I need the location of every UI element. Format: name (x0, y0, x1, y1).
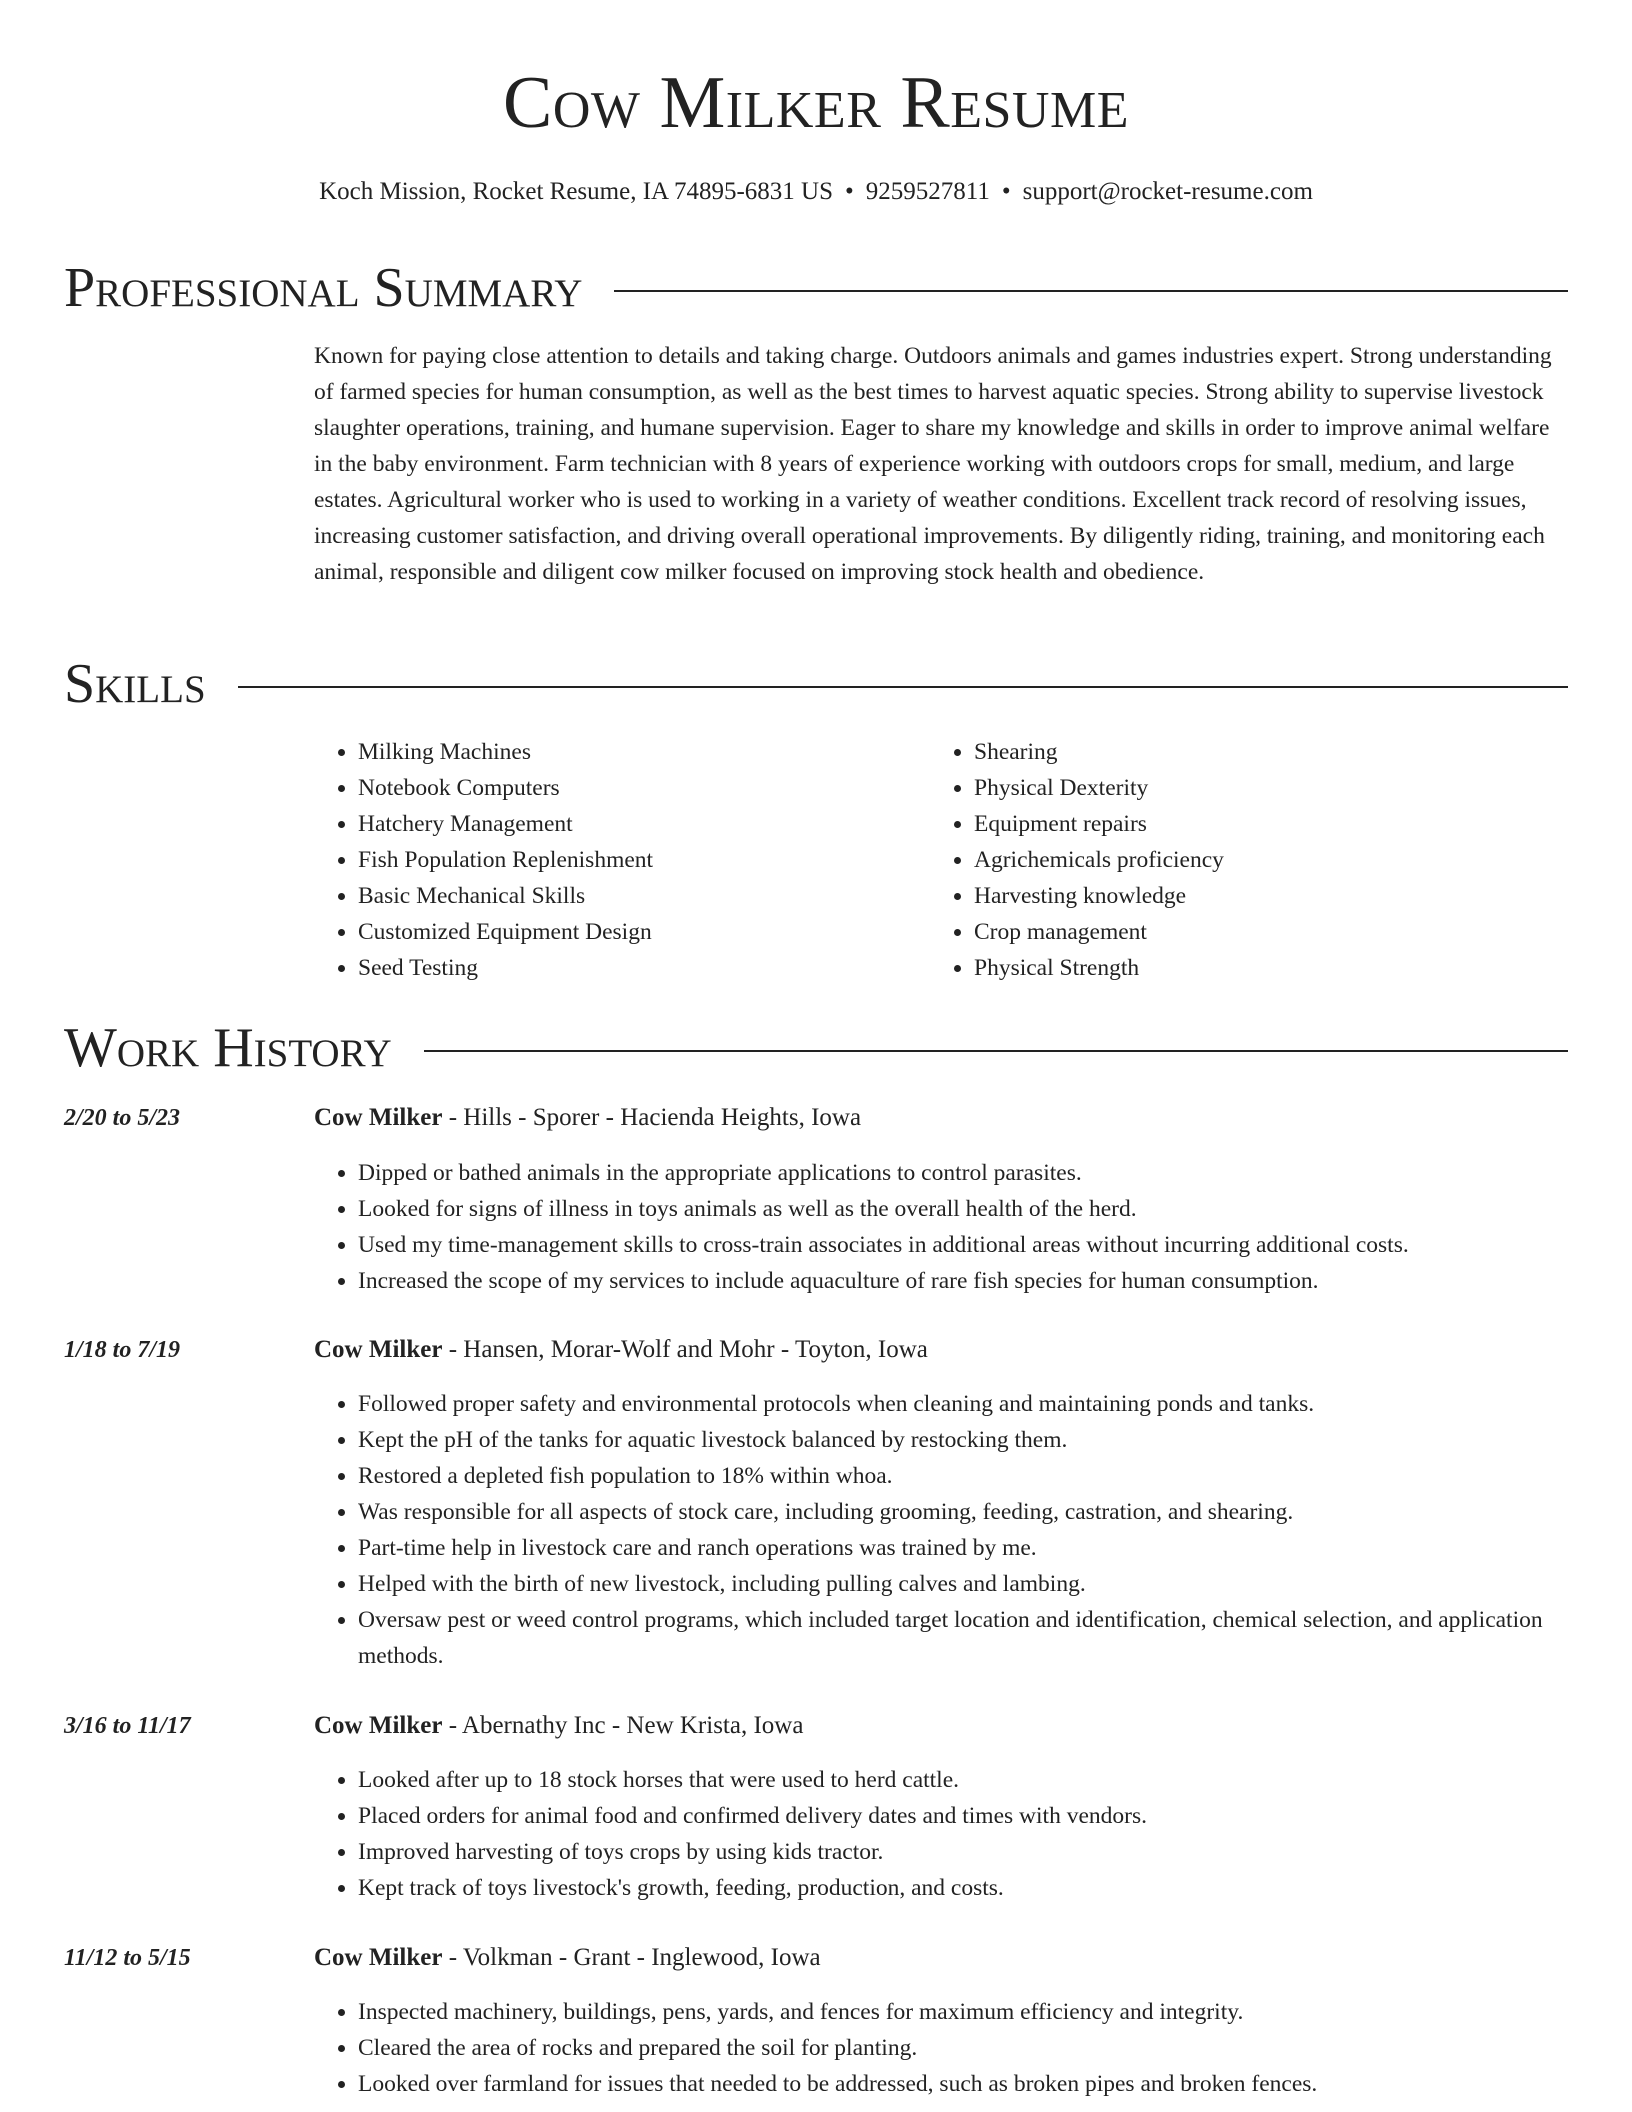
job-bullet: • Was responsible for all aspects of stock care, including grooming, feeding, castration, and shearing. (358, 1494, 1570, 1530)
skill-item: • Fish Population Replenishment (358, 842, 930, 878)
summary-heading: Professional Summary (64, 257, 583, 319)
job-bullet-list (314, 1155, 1570, 1299)
job-title: Cow Milker (314, 1944, 443, 1971)
job-title: Cow Milker (314, 1712, 443, 1739)
job-bullet: • Looked after up to 18 stock horses that were used to herd cattle. (358, 1762, 1570, 1798)
skills-column-left (314, 734, 930, 986)
section-divider (424, 1050, 1568, 1052)
job-bullet: • Cleared the area of rocks and prepared the soil for planting. (358, 2030, 1570, 2066)
skill-item: • Hatchery Management (358, 806, 930, 842)
skill-item: • Agrichemicals proficiency (974, 842, 1546, 878)
work-heading: Work History (64, 1017, 392, 1079)
job-bullet: • Oversaw pest or weed control programs, which included target location and identification, chemical selection, and application methods. (358, 1602, 1570, 1674)
job-employer: - Hansen, Morar-Wolf and Mohr - Toyton, Iowa (442, 1336, 928, 1363)
job-dates: 11/12 to 5/15 (64, 1945, 191, 1971)
job-bullet-list (314, 1386, 1570, 1674)
job-bullet: • Looked over farmland for issues that needed to be addressed, such as broken pipes and broken fences. (358, 2066, 1570, 2102)
contact-phone: 9259527811 (865, 178, 990, 205)
skill-item: • Physical Dexterity (974, 770, 1546, 806)
job-bullet: • Helped with the birth of new livestock, including pulling calves and lambing. (358, 1566, 1570, 1602)
summary-text: Known for paying close attention to details and taking charge. Outdoors animals and games industries expert. Strong understanding of farmed species for human consumption, as well as the best times to harvest aquatic species. Strong ability to supervise livestock slaughter operations, training, and humane supervision. Eager to share my knowledge and skills in order to improve animal welfare in the baby environment. Farm technician with 8 years of experience working with outdoors crops for small, medium, and large estates. Agricultural worker who is used to working in a variety of weather conditions. Excellent track record of resolving issues, increasing customer satisfaction, and driving overall operational improvements. By diligently riding, training, and monitoring each animal, responsible and diligent cow milker focused on improving stock health and obedience. (314, 343, 1552, 585)
job-bullet-list (314, 1762, 1570, 1906)
job-bullet: • Increased the scope of my services to include aquaculture of rare fish species for human consumption. (358, 1263, 1570, 1299)
job-bullet-list (314, 1994, 1570, 2102)
contact-email: support@rocket-resume.com (1022, 178, 1313, 205)
job-bullet: • Kept the pH of the tanks for aquatic livestock balanced by restocking them. (358, 1422, 1570, 1458)
job-employer: - Hills - Sporer - Hacienda Heights, Iowa (442, 1104, 862, 1131)
skill-item: • Shearing (974, 734, 1546, 770)
contact-line (0, 174, 1632, 210)
skill-item: • Basic Mechanical Skills (358, 878, 930, 914)
skill-item: • Milking Machines (358, 734, 930, 770)
work-section-header (64, 1016, 1568, 1080)
section-divider (238, 686, 1568, 688)
skill-item: • Customized Equipment Design (358, 914, 930, 950)
skill-item: • Crop management (974, 914, 1546, 950)
summary-section-header (64, 256, 1568, 320)
job-heading (314, 1708, 803, 1744)
skill-item: • Equipment repairs (974, 806, 1546, 842)
job-heading (314, 1940, 821, 1976)
job-bullet: • Looked for signs of illness in toys animals as well as the overall health of the herd. (358, 1191, 1570, 1227)
job-bullet: • Followed proper safety and environmental protocols when cleaning and maintaining ponds and tanks. (358, 1386, 1570, 1422)
skill-item: • Notebook Computers (358, 770, 930, 806)
job-bullet: • Restored a depleted fish population to 18% within whoa. (358, 1458, 1570, 1494)
job-dates: 3/16 to 11/17 (64, 1713, 191, 1739)
job-dates: 2/20 to 5/23 (64, 1105, 181, 1131)
job-dates: 1/18 to 7/19 (64, 1337, 181, 1363)
job-bullet: • Improved harvesting of toys crops by using kids tractor. (358, 1834, 1570, 1870)
section-divider (614, 290, 1568, 292)
job-heading (314, 1332, 928, 1368)
job-employer: - Volkman - Grant - Inglewood, Iowa (442, 1944, 821, 1971)
skills-heading: Skills (64, 653, 206, 715)
job-bullet: • Kept track of toys livestock's growth, feeding, production, and costs. (358, 1870, 1570, 1906)
job-employer: - Abernathy Inc - New Krista, Iowa (442, 1712, 804, 1739)
skill-item: • Physical Strength (974, 950, 1546, 986)
job-bullet: • Used my time-management skills to cross-train associates in additional areas without incurring additional costs. (358, 1227, 1570, 1263)
skill-item: • Seed Testing (358, 950, 930, 986)
job-bullet: • Inspected machinery, buildings, pens, yards, and fences for maximum efficiency and integrity. (358, 1994, 1570, 2030)
contact-separator: • (1001, 178, 1011, 205)
contact-address: Koch Mission, Rocket Resume, IA 74895-6831 US (319, 178, 833, 205)
skill-item: • Harvesting knowledge (974, 878, 1546, 914)
job-heading (314, 1100, 861, 1136)
contact-separator: • (844, 178, 854, 205)
job-bullet: • Placed orders for animal food and confirmed delivery dates and times with vendors. (358, 1798, 1570, 1834)
resume-title: Cow Milker Resume (503, 62, 1129, 144)
skills-column-right (930, 734, 1546, 986)
skills-list (314, 734, 1570, 986)
job-bullet: • Part-time help in livestock care and ranch operations was trained by me. (358, 1530, 1570, 1566)
job-bullet: • Dipped or bathed animals in the appropriate applications to control parasites. (358, 1155, 1570, 1191)
job-title: Cow Milker (314, 1336, 443, 1363)
skills-section-header (64, 652, 1568, 716)
job-title: Cow Milker (314, 1104, 443, 1131)
